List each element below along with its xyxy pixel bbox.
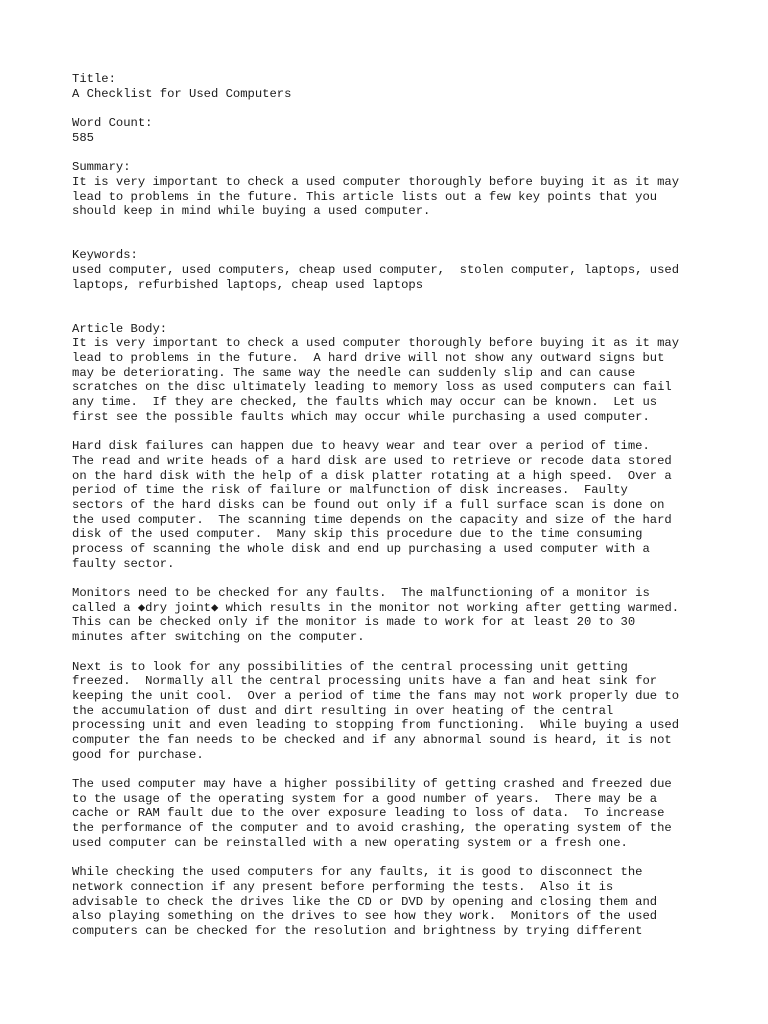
spacer — [72, 762, 712, 777]
spacer — [72, 234, 712, 249]
paragraph-line: computer the fan needs to be checked and if any abnormal sound is heard, it is not — [72, 732, 672, 747]
paragraph-line: sectors of the hard disks can be found out only if a full surface scan is done on — [72, 497, 665, 512]
paragraph-line: the performance of the computer and to avoid crashing, the operating system of the — [72, 821, 672, 836]
paragraph — [72, 586, 712, 645]
paragraph — [72, 660, 712, 763]
paragraph-line: called a ◆dry joint◆ which results in the monitor not working after getting warmed. — [72, 600, 680, 615]
paragraph — [72, 439, 712, 571]
summary-line: lead to problems in the future. This article lists out a few key points that you — [72, 189, 658, 204]
title-label: Title: — [72, 72, 116, 86]
document-page — [72, 72, 712, 939]
paragraph-line: keeping the unit cool. Over a period of time the fans may not work properly due to — [72, 688, 680, 703]
paragraph-line: used computer can be reinstalled with a new operating system or a fresh one. — [72, 835, 628, 850]
paragraph-line: on the hard disk with the help of a disk platter rotating at a high speed. Over a — [72, 468, 672, 483]
summary-line: should keep in mind while buying a used computer. — [72, 204, 431, 219]
keywords-line: laptops, refurbished laptops, cheap used laptops — [72, 277, 424, 292]
paragraph-line: It is very important to check a used computer thoroughly before buying it as it may — [72, 336, 680, 351]
spacer — [72, 145, 712, 160]
paragraph-line: minutes after switching on the computer. — [72, 630, 365, 645]
paragraph-line: processing unit and even leading to stopping from functioning. While buying a used — [72, 718, 680, 733]
paragraph-line: Next is to look for any possibilities of the central processing unit getting — [72, 659, 628, 674]
paragraph-line: good for purchase. — [72, 747, 204, 762]
article-body-label: Article Body: — [72, 321, 168, 336]
spacer — [72, 850, 712, 865]
paragraph-line: first see the possible faults which may occur while purchasing a used computer. — [72, 409, 650, 424]
paragraph — [72, 336, 712, 424]
paragraph-line: disk of the used computer. Many skip this procedure due to the time consuming — [72, 527, 643, 542]
paragraph-line: any time. If they are checked, the faults which may occur can be known. Let us — [72, 395, 658, 410]
paragraph-line: may be deteriorating. The same way the needle can suddenly slip and can cause — [72, 365, 636, 380]
spacer — [72, 425, 712, 440]
paragraph-line: The used computer may have a higher possibility of getting crashed and freezed due — [72, 777, 672, 791]
keywords-label: Keywords: — [72, 248, 138, 263]
spacer — [72, 571, 712, 586]
document-title: A Checklist for Used Computers — [72, 86, 292, 101]
spacer — [72, 101, 712, 116]
paragraph-line: faulty sector. — [72, 556, 175, 571]
summary-label: Summary: — [72, 160, 131, 175]
paragraph-line: process of scanning the whole disk and end up purchasing a used computer with a — [72, 542, 650, 556]
paragraph-line: Hard disk failures can happen due to heavy wear and tear over a period of time. — [72, 439, 650, 454]
word-count-label: Word Count: — [72, 116, 153, 131]
summary-line: It is very important to check a used computer thoroughly before buying it as it may — [72, 174, 680, 189]
paragraph-line: The read and write heads of a hard disk are used to retrieve or recode data stored — [72, 453, 672, 468]
spacer — [72, 292, 712, 307]
paragraph-line: also playing something on the drives to see how they work. Monitors of the used — [72, 909, 658, 924]
paragraph-line: Monitors need to be checked for any faults. The malfunctioning of a monitor is — [72, 586, 650, 601]
paragraph-line: period of time the risk of failure or malfunction of disk increases. Faulty — [72, 483, 628, 498]
paragraph-line: cache or RAM fault due to the over exposure leading to loss of data. To increase — [72, 806, 665, 821]
summary-text — [72, 175, 712, 219]
paragraph-line: network connection if any present before performing the tests. Also it is — [72, 879, 614, 894]
spacer — [72, 307, 712, 322]
paragraph-line: While checking the used computers for any faults, it is good to disconnect the — [72, 865, 643, 880]
paragraph-line: lead to problems in the future. A hard drive will not show any outward signs but — [72, 351, 665, 366]
paragraph-line: scratches on the disc ultimately leading to memory loss as used computers can fail — [72, 380, 672, 395]
paragraph-line: freezed. Normally all the central processing units have a fan and heat sink for — [72, 674, 658, 689]
paragraph-line: the accumulation of dust and dirt resulting in over heating of the central — [72, 703, 614, 718]
paragraph — [72, 777, 712, 850]
paragraph-line: the used computer. The scanning time depends on the capacity and size of the hard — [72, 512, 672, 527]
spacer — [72, 219, 712, 234]
paragraph-line: computers can be checked for the resolution and brightness by trying different — [72, 923, 643, 938]
word-count-value: 585 — [72, 130, 94, 145]
paragraph — [72, 865, 712, 938]
keywords-line: used computer, used computers, cheap used computer, stolen computer, laptops, used — [72, 262, 680, 277]
paragraph-line: This can be checked only if the monitor is made to work for at least 20 to 30 — [72, 615, 636, 630]
paragraph-line: advisable to check the drives like the CD or DVD by opening and closing them and — [72, 894, 658, 909]
spacer — [72, 645, 712, 660]
keywords-text — [72, 263, 712, 292]
paragraph-line: to the usage of the operating system for a good number of years. There may be a — [72, 791, 658, 806]
